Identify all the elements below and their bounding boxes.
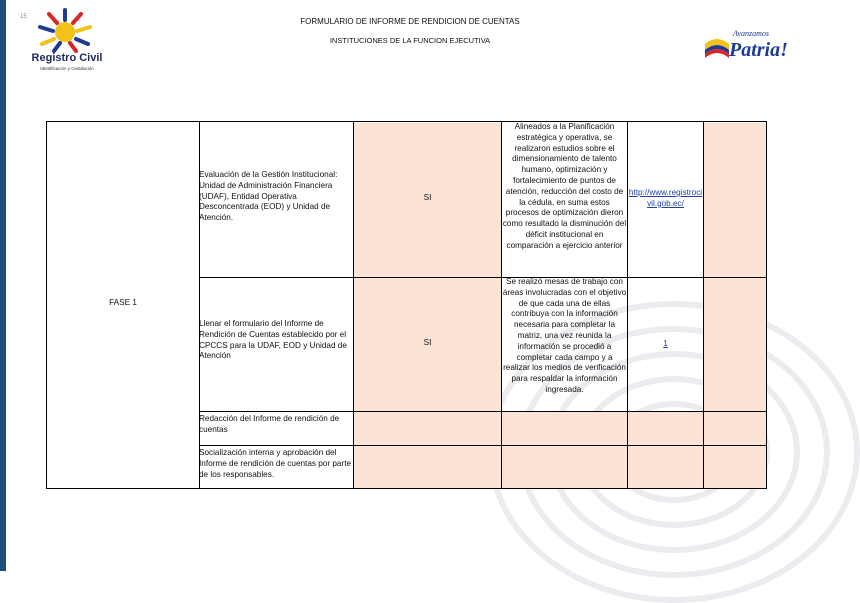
svg-text:Avanzamos: Avanzamos (733, 29, 769, 38)
status-cell: SI (423, 338, 432, 347)
phase-label: FASE 1 (109, 298, 137, 307)
detail-cell-bg (502, 412, 627, 445)
extra-cell-bg (704, 123, 766, 277)
flag-emblem-icon (703, 22, 788, 70)
detail-cell: Se realizó mesas de trabajo con áreas involucradas con el objetivo de que cada una de ellas contribuya con la información necesaria para completar la matriz, una vez reunida la información se procedió a completar cada campo y a realizar los medios de verificación para respaldar la información ingresada. (502, 277, 627, 394)
registro-civil-logo (22, 8, 112, 78)
link-cell-bg (628, 446, 703, 488)
link-cell-bg (628, 412, 703, 445)
verification-link[interactable]: http://www.registrocivil.gob.ec/ (628, 188, 703, 208)
extra-cell-bg (704, 278, 766, 411)
verification-link[interactable]: 1 (663, 339, 668, 348)
status-cell: SI (423, 193, 432, 202)
extra-cell-bg (704, 412, 766, 445)
rendicion-table (46, 121, 767, 489)
detail-cell: Alineados a la Planificación estratégica y operativa, se realizaron estudios sobre el dimensionamiento de talento humano, optimización y fortalecimiento de puntos de atención, reducción del costo de la cédula, en suma estos procesos de optimización dieron como resultado la disminución del déficit institucional en comparación a ejercicio anterior (502, 122, 627, 250)
activity-cell: Socialización interna y aprobación del Informe de rendición de cuentas por parte de los responsables. (199, 448, 352, 479)
logo-name: Registro Civil (31, 52, 103, 64)
status-cell-bg (354, 412, 501, 445)
form-title: FORMULARIO DE INFORME DE RENDICION DE CUENTAS (300, 17, 520, 26)
activity-cell: Redacción del Informe de rendición de cuentas (199, 414, 340, 434)
activity-cell: Evaluación de la Gestión Institucional: Unidad de Administración Financiera (UDAF), Entidad Operativa Desconcentrada (EOD) y Unidad de Atención. (199, 170, 338, 223)
logo-tagline: Identificación y Cedulación (40, 66, 94, 71)
avanzamos-patria-logo (703, 22, 788, 70)
sun-emblem-icon (34, 8, 96, 52)
form-subtitle: INSTITUCIONES DE LA FUNCION EJECUTIVA (329, 36, 491, 45)
status-cell-bg (354, 446, 501, 488)
detail-cell-bg (502, 446, 627, 488)
extra-cell-bg (704, 446, 766, 488)
corner-page-number: 15 (20, 14, 27, 20)
left-edge-bar (0, 0, 6, 571)
activity-cell: Llenar el formulario del Informe de Rendición de Cuentas establecido por el CPCCS para la UDAF, EOD y Unidad de Atención (199, 319, 347, 361)
svg-text:Patria!: Patria! (729, 39, 788, 61)
